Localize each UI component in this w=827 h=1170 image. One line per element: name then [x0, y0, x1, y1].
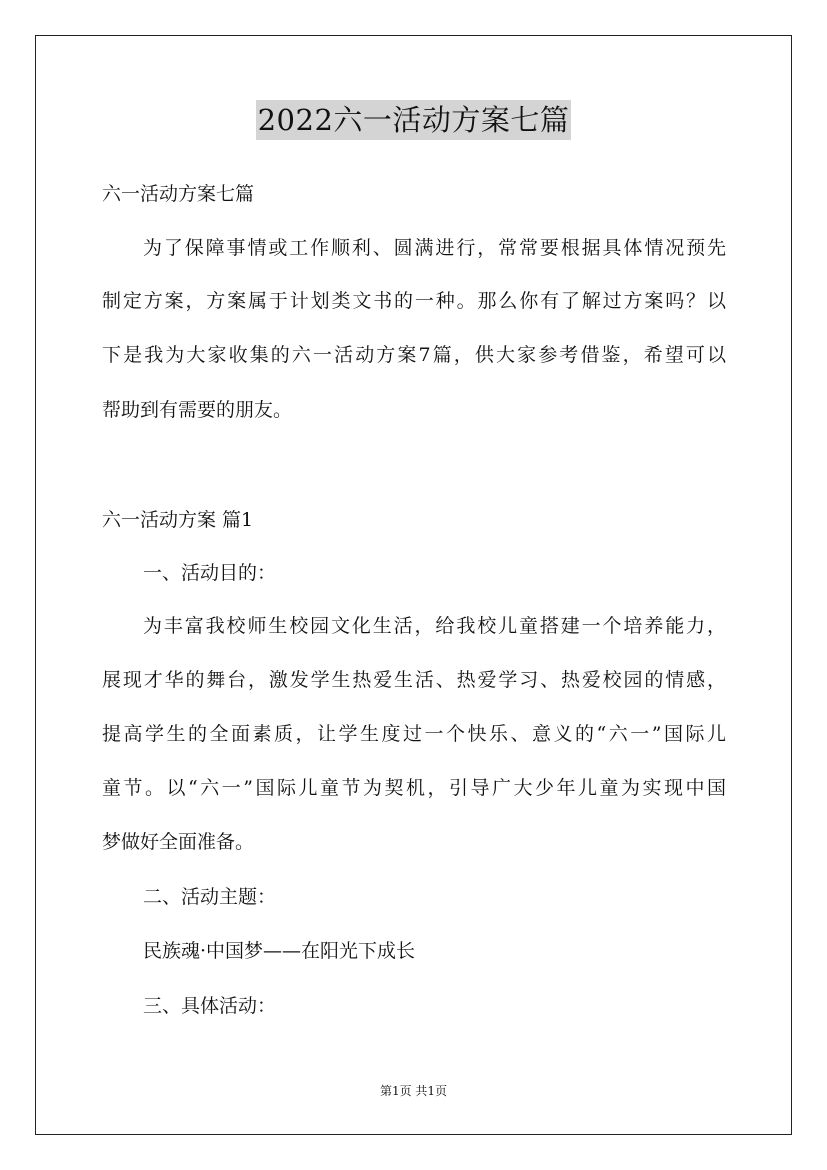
item1-line-1: 为丰富我校师生校园文化生活，给我校儿童搭建一个培养能力，	[143, 615, 726, 637]
item1-heading: 一、活动目的：	[143, 562, 277, 584]
item1-line-5: 梦做好全面准备。	[102, 831, 255, 853]
title-container	[0, 100, 827, 140]
intro-line-2: 制定方案，方案属于计划类文书的一种。那么你有了解过方案吗？以	[102, 290, 726, 312]
item2-heading: 二、活动主题：	[143, 886, 277, 908]
item2-body: 民族魂·中国梦——在阳光下成长	[143, 940, 416, 962]
intro-line-1: 为了保障事情或工作顺利、圆满进行，常常要根据具体情况预先	[143, 237, 726, 259]
document-title: 2022六一活动方案七篇	[256, 100, 572, 140]
intro-line-4: 帮助到有需要的朋友。	[102, 399, 293, 421]
page-footer: 第1页 共1页	[379, 1084, 448, 1098]
section-heading: 六一活动方案 篇1	[102, 509, 254, 531]
document-subtitle: 六一活动方案七篇	[102, 183, 255, 205]
item1-line-3: 提高学生的全面素质，让学生度过一个快乐、意义的“六一”国际儿	[102, 723, 726, 745]
item1-line-4: 童节。以“六一”国际儿童节为契机，引导广大少年儿童为实现中国	[102, 777, 726, 799]
intro-line-3: 下是我为大家收集的六一活动方案7篇，供大家参考借鉴，希望可以	[102, 344, 726, 366]
item3-heading: 三、具体活动：	[143, 995, 277, 1017]
item1-line-2: 展现才华的舞台，激发学生热爱生活、热爱学习、热爱校园的情感，	[102, 669, 726, 691]
